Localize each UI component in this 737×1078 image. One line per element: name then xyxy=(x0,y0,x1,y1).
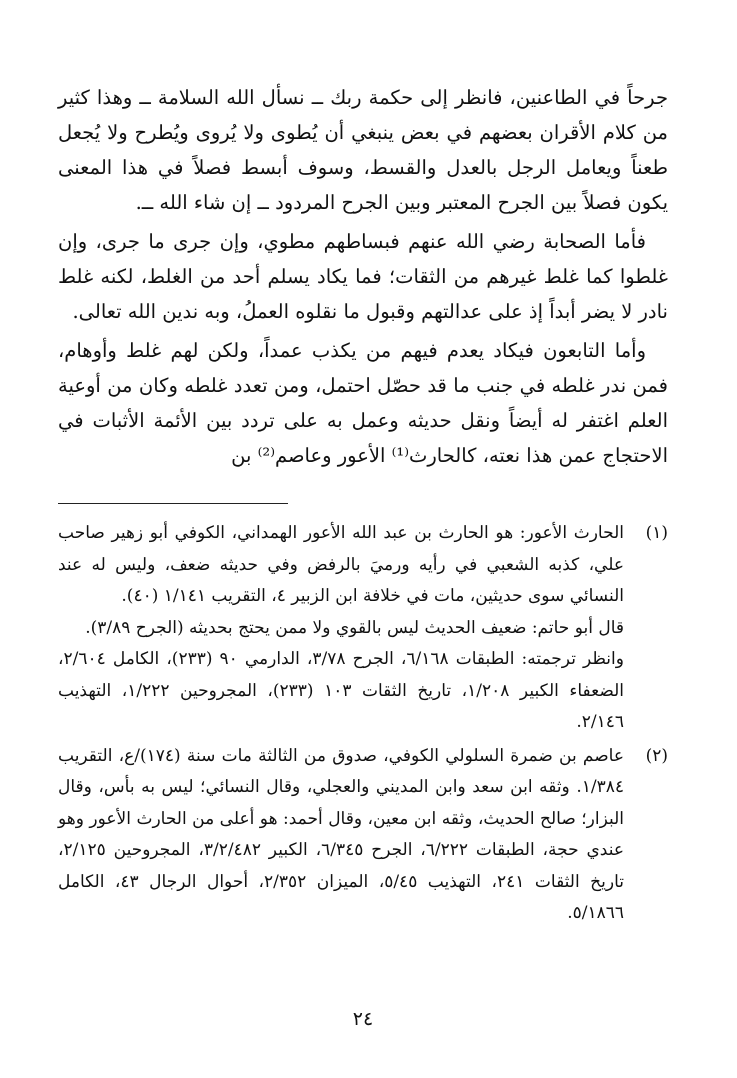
page-number: ٢٤ xyxy=(352,1008,374,1030)
paragraph-continuation: جرحاً في الطاعنين، فانظر إلى حكمة ربك ــ نسأل الله السلامة ــ وهذا كثير من كلام الأقران بعضهم في بعض ينبغي أن يُطوى ولا يُروى ويُطرح ولا يُجعل طعناً ويعامل الرجل بالعدل والقسط، وسوف أبسط فصلاً في هذا المعنى يكون فصلاً بين الجرح المعتبر وبين الجرح المردود ــ إن شاء الله ــ. xyxy=(58,86,668,214)
footnote-number: (٢) xyxy=(645,745,668,766)
paragraph-successors: وأما التابعون فيكاد يعدم فيهم من يكذب عمداً، ولكن لهم غلط وأوهام، فمن ندر غلطه في جنب ما قد حصّل احتمل، ومن تعدد غلطه وكان من أوعية العلم اغتفر له أيضاً ونقل حديثه وعمل به على تردد بين الأئمة الأثبات في الاحتجاج عمن هذا نعته، كالحارث⁽¹⁾ الأعور وعاصم⁽²⁾ بن xyxy=(58,339,668,467)
footnotes xyxy=(58,518,668,930)
main-text xyxy=(58,80,668,473)
footnote-body xyxy=(58,741,624,930)
footnote-line: وانظر ترجمته: الطبقات ٦/١٦٨، الجرح ٣/٧٨، الدارمي ٩٠ (٢٣٣)، الكامل ٢/٦٠٤، الضعفاء الكبير ١/٢٠٨، تاريخ الثقات ١٠٣ (٢٣٣)، المجروحين ١/٢٢٢، التهذيب ٢/١٤٦. xyxy=(58,649,624,732)
footnote-line: عاصم بن ضمرة السلولي الكوفي، صدوق من الثالثة مات سنة (١٧٤)/ع، التقريب ١/٣٨٤. وثقه ابن سعد وابن المديني والعجلي، وقال النسائي؛ ليس به بأس، وقال البزار؛ صالح الحديث، وثقه ابن معين، وقال أحمد: هو أعلى من الحارث الأعور وهو عندي حجة، الطبقات ٦/٢٢٢، الجرح ٦/٣٤٥، الكبير ٣/٢/٤٨٢، المجروحين ٢/١٢٥، تاريخ الثقات ٢٤١، التهذيب ٥/٤٥، الميزان ٢/٣٥٢، أحوال الرجال ٤٣، الكامل ٥/١٨٦٦. xyxy=(58,745,625,923)
footnote-body xyxy=(58,518,624,739)
footnote-line: الحارث الأعور: هو الحارث بن عبد الله الأعور الهمداني، الكوفي أبو زهير صاحب علي، كذبه الشعبي في رأيه ورميَ بالرفض وفي حديثه ضعف، وليس له عند النسائي سوى حديثين، مات في خلافة ابن الزبير ٤، التقريب ١/١٤١ (٤٠). xyxy=(58,523,624,606)
paragraph-companions: فأما الصحابة رضي الله عنهم فبساطهم مطوي، وإن جرى ما جرى، وإن غلطوا كما غلط غيرهم من الثقات؛ فما يكاد يسلم أحد من الغلط، لكنه غلط نادر لا يضر أبداً إذ على عدالتهم وقبول ما نقلوه العملُ، وبه ندين الله تعالى. xyxy=(58,230,668,323)
document-page xyxy=(58,80,668,1070)
footnote-2 xyxy=(58,741,668,930)
footnote-number: (١) xyxy=(645,523,668,543)
footnote-1 xyxy=(58,518,668,739)
footnote-line: قال أبو حاتم: ضعيف الحديث ليس بالقوي ولا ممن يحتج بحديثه (الجرح ٣/٨٩). xyxy=(85,617,624,638)
footnote-separator xyxy=(58,503,288,504)
